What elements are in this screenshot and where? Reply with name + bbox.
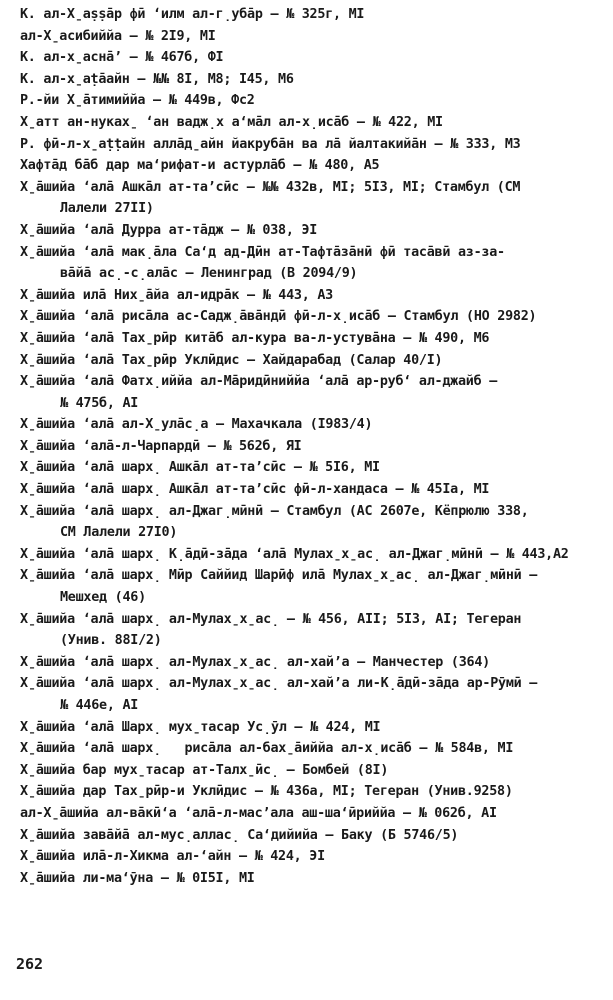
bibliography-entry (20, 306, 608, 328)
bibliography-entry (20, 781, 608, 803)
entry-text: Х̱а̄шийа ʻала̄ мак̣а̄ла Са‘д ад-Дӣн ат-Тафта̄за̄нӣ фӣ таса̄вӣ аз-за- (20, 244, 505, 260)
entry-text: Х̱а̄шийа ʻала̄ шарх̣ К̣а̄дӣ-за̄да ʻала̄ Мулах̱х̱ас̣ ал-Джаг̣мӣнӣ – № 443,А2 (20, 546, 569, 562)
bibliography-entry (20, 414, 608, 436)
entry-text: Х̱а̄шийа ли-ма‘ӯна – № 0I5I, МI (20, 870, 255, 886)
bibliography-entry (20, 242, 608, 285)
bibliography-entry (20, 868, 608, 890)
entry-continuation: Мешхед (46) (60, 590, 146, 606)
bibliography-entry (20, 4, 608, 26)
entry-text: Х̱а̄шийа ʻала̄ Таx̱рӣр Уклӣдис – Хайдарабад (Салар 40/I) (20, 352, 443, 368)
bibliography-entry (20, 47, 608, 69)
entry-text: Р.-йи Х̱а̄тимиййа – № 449в, Фс2 (20, 93, 255, 109)
bibliography-entry (20, 609, 608, 652)
entry-text: Х̱а̄шийа ʻала̄ Фатх̣иййа ал-Ма̄ридӣниййа ʻала̄ ар-руб‘ ал-джайб – (20, 374, 498, 390)
entry-text: К. ал-х̱асна̄’ – № 467б, ФI (20, 50, 224, 66)
bibliography-entry (20, 479, 608, 501)
bibliography-entry (20, 285, 608, 307)
entry-text: Х̱а̄шийа ила̄-л-Хикма ал-‘айн – № 424, ЭI (20, 849, 325, 865)
bibliography-entry (20, 112, 608, 134)
entry-text: Х̱а̄шийа ʻала̄ шарх̣ Ашка̄л ат-та’сӣс – № 5I6, МI (20, 460, 380, 476)
entry-continuation: ва̄йа̄ ас̣-с̣ала̄с – Ленинград (В 2094/9) (60, 266, 358, 282)
entry-text: К. ал-Х̱аṣṣа̄р фӣ ʻилм ал-г̣уба̄р – № 325г, MI (20, 7, 365, 22)
entry-text: Х̱а̄шийа ʻала̄ шарх̣ ал-Джаг̣мӣнӣ – Стамбул (АС 2607е, Кёпрюлю 338, (20, 503, 529, 519)
bibliography-entry (20, 760, 608, 782)
entry-text: Х̱а̄шийа ʻала̄ шарх̣ ал-Мулах̱х̱ас̣ ал-хай’а – Манчестер (364) (20, 654, 490, 670)
entry-text: Х̱а̄шийа ʻала̄ шарх̣ ал-Мулах̱х̱ас̣ – № 456, АII; 5I3, АI; Тегеран (20, 611, 522, 627)
entry-continuation: Лалели 27II) (60, 201, 154, 217)
bibliography-entry (20, 350, 608, 372)
entry-text: Х̱а̄шийа ʻала̄ шарх̣ Ашка̄л ат-та’сӣс фӣ-л-хандаса – № 45Iа, МI (20, 482, 490, 498)
bibliography-entry (20, 371, 608, 414)
entry-text: К. ал-х̱аṭа̄айн – №№ 8I, М8; I45, М6 (20, 71, 294, 87)
bibliography-entry (20, 328, 608, 350)
entry-text: Х̱а̄шийа зава̄йа̄ ал-мус̣аллас̣ Са‘дийийа – Баку (Б 5746/5) (20, 827, 459, 843)
entry-continuation: № 446е, АI (60, 698, 139, 713)
bibliography-entry (20, 738, 608, 760)
entry-text: Р. фӣ-л-х̱аṭṭайн алла̄д̱айн йакруба̄н ва ла̄ йалтакийа̄н – № 333, М3 (20, 136, 521, 152)
entry-text: ал-Х̱а̄шийа ал-ва̄кӣ‘а ʻала̄-л-мас’ала аш-ша‘ӣриййа – № 062б, АI (20, 805, 497, 821)
bibliography-entry (20, 501, 608, 544)
entry-text: Х̱а̄шийа ʻала̄-л-Чарпардӣ – № 562б, ЯI (20, 438, 302, 454)
entry-text: Х̱а̄шийа ила̄ Них̱а̄йа ал-идра̄к – № 443, А3 (20, 287, 333, 303)
bibliography-entry (20, 673, 608, 716)
bibliography-entry (20, 155, 608, 177)
entry-text: Х̱а̄шийа ʻала̄ шарх̣ риса̄ла ал-бах̱а̄иййа ал-х̣иса̄б – № 584в, МI (20, 741, 514, 757)
entry-text: Х̱а̄шийа ʻала̄ риса̄ла ас-Садж̣а̄ва̄ндӣ фӣ-л-х̣иса̄б – Стамбул (НО 2982) (20, 309, 537, 325)
bibliography-entry (20, 436, 608, 458)
entry-text: Хафта̄д ба̄б дар ма‘рифат-и астурла̄б – № 480, А5 (20, 158, 380, 174)
bibliography-entry (20, 457, 608, 479)
entry-text: Х̱а̄шийа бар мух̱тасар ат-Талх̱ӣс̣ – Бомбей (8I) (20, 762, 389, 778)
entry-text: ал-Х̱асибиййа – № 2I9, МI (20, 28, 216, 44)
bibliography-entry (20, 565, 608, 608)
bibliography-entry (20, 652, 608, 674)
entry-text: Х̱атт ан-нуках̱ ʻан вадж̣х а‘ма̄л ал-х̣иса̄б – № 422, МI (20, 114, 443, 130)
bibliography-list (20, 4, 608, 889)
entry-text: Х̱а̄шийа дар Таx̱рӣр-и Уклӣдис – № 436а, МI; Тегеран (Унив.9258) (20, 784, 513, 800)
bibliography-entry (20, 69, 608, 91)
entry-text: Х̱а̄шийа ʻала̄ шарх̣ Мӣр Саййид Шарӣф ила̄ Мулах̱х̱ас̣ ал-Джаг̣мӣнӣ – (20, 568, 538, 584)
page-number: 262 (16, 955, 44, 973)
bibliography-entry (20, 134, 608, 156)
bibliography-entry (20, 26, 608, 48)
entry-text: Х̱а̄шийа ʻала̄ шарх̣ ал-Мулах̱х̱ас̣ ал-хай’а ли-К̣а̄дӣ-за̄да ар-Рӯмӣ – (20, 676, 538, 692)
bibliography-entry (20, 825, 608, 847)
entry-text: Х̱а̄шийа ʻала̄ Шарх̣ мух̱тасар Ус̣ӯл – № 424, МI (20, 719, 381, 735)
entry-continuation: (Унив. 88I/2) (60, 633, 162, 649)
entry-text: Х̱а̄шийа ʻала̄ Ашка̄л ат-та’сӣс – №№ 432в, МI; 5I3, МI; Стамбул (СМ (20, 179, 521, 195)
entry-continuation: № 475б, АI (60, 395, 139, 411)
bibliography-entry (20, 220, 608, 242)
bibliography-entry (20, 717, 608, 739)
bibliography-entry (20, 803, 608, 825)
entry-text: Х̱а̄шийа ʻала̄ Дурра ат-та̄дж – № 038, ЭI (20, 222, 318, 238)
entry-text: Х̱а̄шийа ʻала̄ Таx̱рӣр кита̄б ал-кура ва-л-устува̄на – № 490, М6 (20, 330, 490, 346)
bibliography-entry (20, 846, 608, 868)
bibliography-entry (20, 90, 608, 112)
entry-continuation: СМ Лалели 27I0) (60, 525, 178, 541)
entry-text: Х̱а̄шийа ʻала̄ ал-Х̱ула̄с̣а – Махачкала (I983/4) (20, 417, 373, 433)
bibliography-entry (20, 544, 608, 566)
bibliography-entry (20, 177, 608, 220)
